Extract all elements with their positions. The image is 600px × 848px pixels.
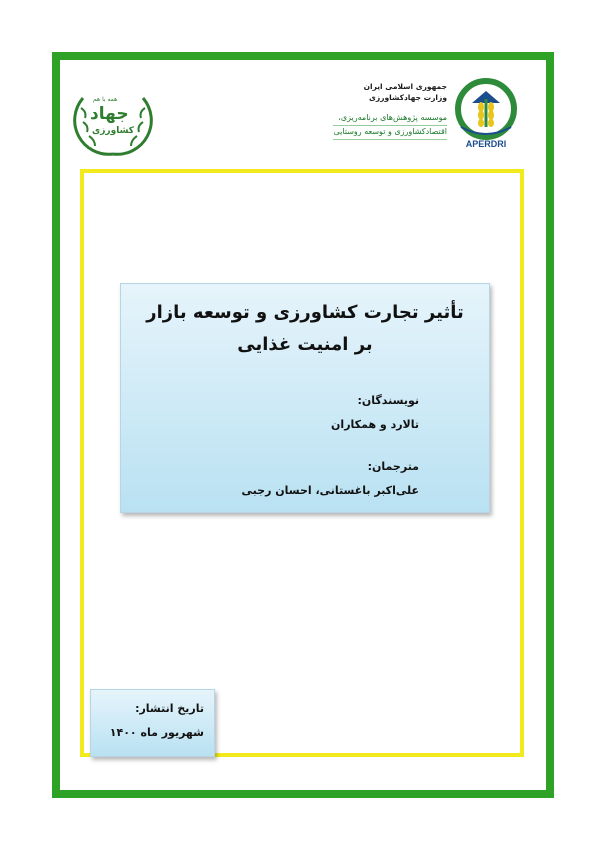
- institute-header: [300, 77, 525, 157]
- authors-label: نویسندگان:: [357, 394, 419, 407]
- jahad-logo-big-text: جهاد: [90, 104, 129, 124]
- publication-date-value: شهریور ماه ۱۴۰۰: [109, 726, 204, 739]
- institute-line-1: موسسه پژوهش‌های برنامه‌ریزی،: [333, 112, 447, 126]
- title-box: [120, 283, 490, 513]
- ministry-line-1: جمهوری اسلامی ایران: [363, 82, 447, 91]
- ministry-line-2: وزارت جهادکشاورزی: [368, 93, 447, 102]
- jahad-logo-small-text: همه با هم: [93, 96, 118, 103]
- translators-names: علی‌اکبر باغستانی، احسان رجبی: [241, 484, 419, 497]
- translators-label: مترجمان:: [367, 460, 419, 473]
- book-title-line-2: بر امنیت غذایی: [237, 334, 373, 355]
- institute-line-2: اقتصادکشاورزی و توسعه روستایی: [333, 126, 447, 140]
- institute-name: [333, 112, 447, 140]
- publication-date-box: [90, 689, 215, 757]
- jahad-logo-sub-text: کشاورزی: [92, 126, 134, 136]
- aperdri-label: APERDRI: [465, 139, 507, 149]
- publication-date-label: تاریخ انتشار:: [135, 702, 204, 715]
- ministry-text: [364, 81, 447, 103]
- authors-names: تالارد و همکاران: [331, 418, 419, 431]
- book-title-line-1: تأثیر تجارت کشاورزی و توسعه بازار: [146, 302, 464, 323]
